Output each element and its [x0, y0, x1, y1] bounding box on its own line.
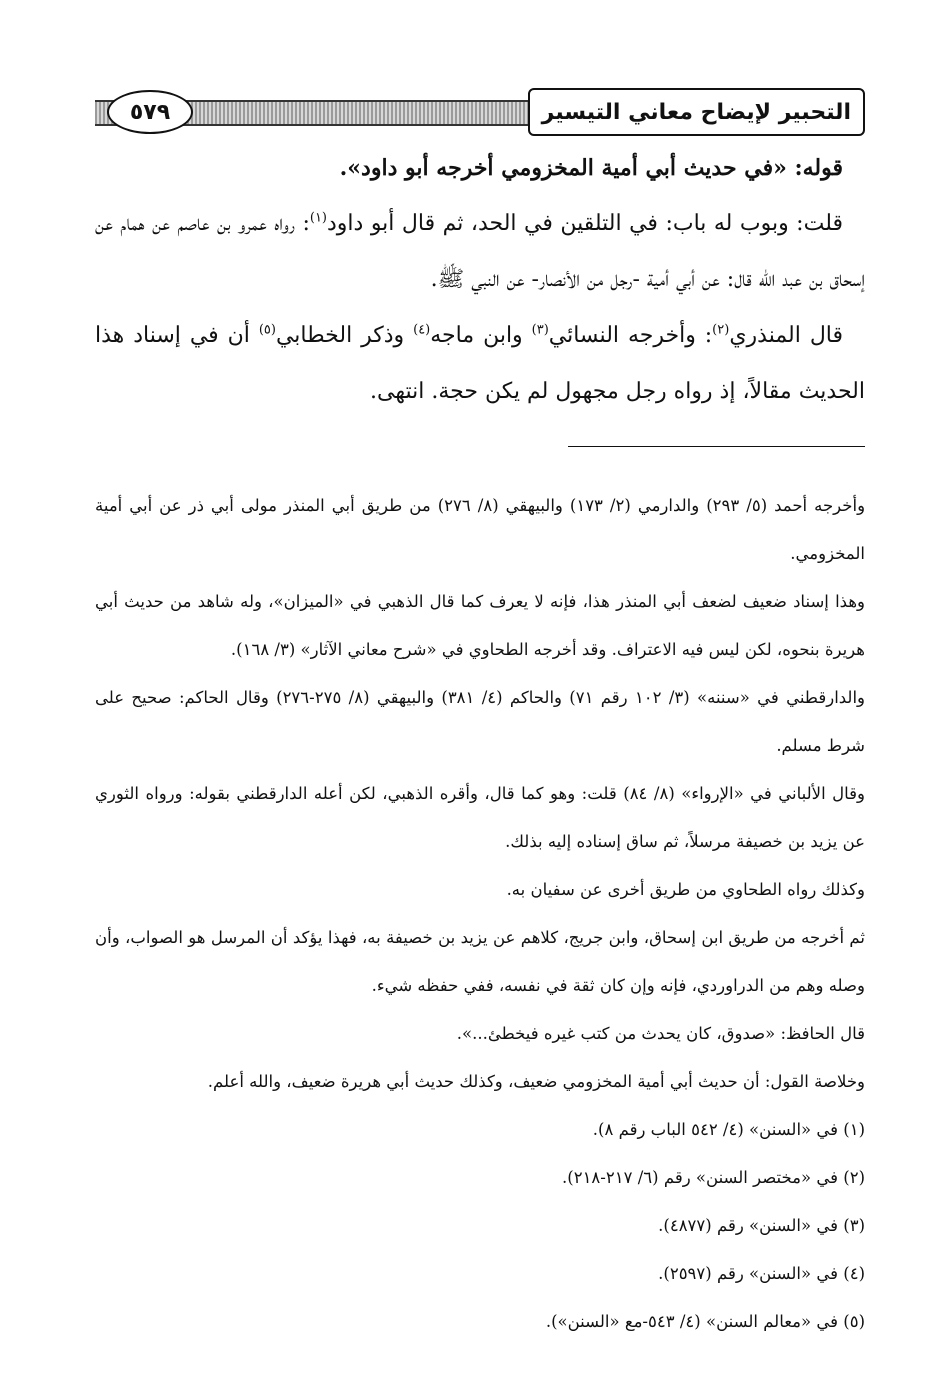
- paragraph-2-text-c: وابن ماجه: [430, 323, 532, 348]
- paragraph-2-text-e: أن في إسناد هذا الحديث مقالاً، إذ رواه رجل مجهول لم يكن حجة. انتهى.: [95, 323, 865, 404]
- main-text: [95, 140, 865, 420]
- footnote-ref-2: (٢): [712, 322, 730, 338]
- paragraph-2-text-a: قال المنذري: [729, 323, 844, 348]
- footnote-item: (٣) في «السنن» رقم (٤٨٧٧).: [658, 1216, 865, 1235]
- book-title: التحبير لإيضاح معاني التيسير: [528, 88, 865, 136]
- quote-line: قوله: «في حديث أبي أمية المخزومي أخرجه أبو داود».: [339, 155, 843, 181]
- paragraph-1-text-b: : رواه عمرو بن عاصم عن همام عن إسحاق بن عبد الله قال: عن أبي أمية -رجل من الأنصار- عن النبي ﷺ.: [95, 211, 865, 292]
- footnote-paragraph: قال الحافظ: «صدوق، كان يحدث من كتب غيره فيخطئ...».: [456, 1024, 865, 1043]
- footnote-paragraph: وكذلك رواه الطحاوي من طريق أخرى عن سفيان به.: [506, 880, 865, 899]
- paragraph-2-text-d: وذكر الخطابي: [275, 323, 414, 348]
- footnote-paragraph: ثم أخرجه من طريق ابن إسحاق، وابن جريج، كلاهم عن يزيد بن خصيفة به، فهذا يؤكد أن المرسل هو الصواب، وأن وصله وهم من الدراوردي، فإنه وإن كان ثقة في نفسه، ففي حفظه شيء.: [95, 928, 865, 995]
- paragraph-2-text-b: : وأخرجه النسائي: [548, 323, 713, 348]
- footnote-ref-3: (٣): [531, 322, 549, 338]
- footnote-ref-1: (١): [309, 210, 327, 226]
- footnote-divider: [568, 446, 865, 447]
- paragraph-1: [95, 196, 865, 308]
- footnote-item: (٥) في «معالم السنن» (٤/ ٥٤٣-مع «السنن»).: [545, 1312, 865, 1331]
- footnote-item: (٢) في «مختصر السنن» رقم (٦/ ٢١٧-٢١٨).: [562, 1168, 865, 1187]
- footnote-item: (١) في «السنن» (٤/ ٥٤٢ الباب رقم ٨).: [592, 1120, 865, 1139]
- footnote-ref-4: (٤): [413, 322, 431, 338]
- footnote-paragraph: وخلاصة القول: أن حديث أبي أمية المخزومي ضعيف، وكذلك حديث أبي هريرة ضعيف، والله أعلم.: [207, 1072, 865, 1091]
- footnote-item: (٤) في «السنن» رقم (٢٥٩٧).: [658, 1264, 865, 1283]
- paragraph-1-text-a: قلت: وبوب له باب: في التلقين في الحد، ثم قال أبو داود: [327, 211, 843, 236]
- footnote-paragraph: وهذا إسناد ضعيف لضعف أبي المنذر هذا، فإنه لا يعرف كما قال الذهبي في «الميزان»، وله شاهد من حديث أبي هريرة بنحوه، لكن ليس فيه الاعتراف. وقد أخرجه الطحاوي في «شرح معاني الآثار» (٣/ ١٦٨).: [95, 592, 865, 659]
- paragraph-2: [95, 308, 865, 420]
- footnote-paragraph: وقال الألباني في «الإرواء» (٨/ ٨٤) قلت: وهو كما قال، وأقره الذهبي، لكن أعله الدارقطني بقوله: ورواه الثوري عن يزيد بن خصيفة مرسلاً، ثم ساق إسناده إليه بذلك.: [95, 784, 865, 851]
- footnote-paragraph: وأخرجه أحمد (٥/ ٢٩٣) والدارمي (٢/ ١٧٣) والبيهقي (٨/ ٢٧٦) من طريق أبي المنذر مولى أبي ذر عن أبي أمية المخزومي.: [95, 496, 866, 563]
- page-number: ٥٧٩: [107, 90, 193, 134]
- footnote-paragraph: والدارقطني في «سننه» (٣/ ١٠٢ رقم ٧١) والحاكم (٤/ ٣٨١) والبيهقي (٨/ ٢٧٥-٢٧٦) وقال الحاكم: صحيح على شرط مسلم.: [95, 688, 866, 755]
- footnotes: [95, 482, 865, 1346]
- footnote-ref-5: (٥): [258, 322, 276, 338]
- page-header: [95, 88, 865, 140]
